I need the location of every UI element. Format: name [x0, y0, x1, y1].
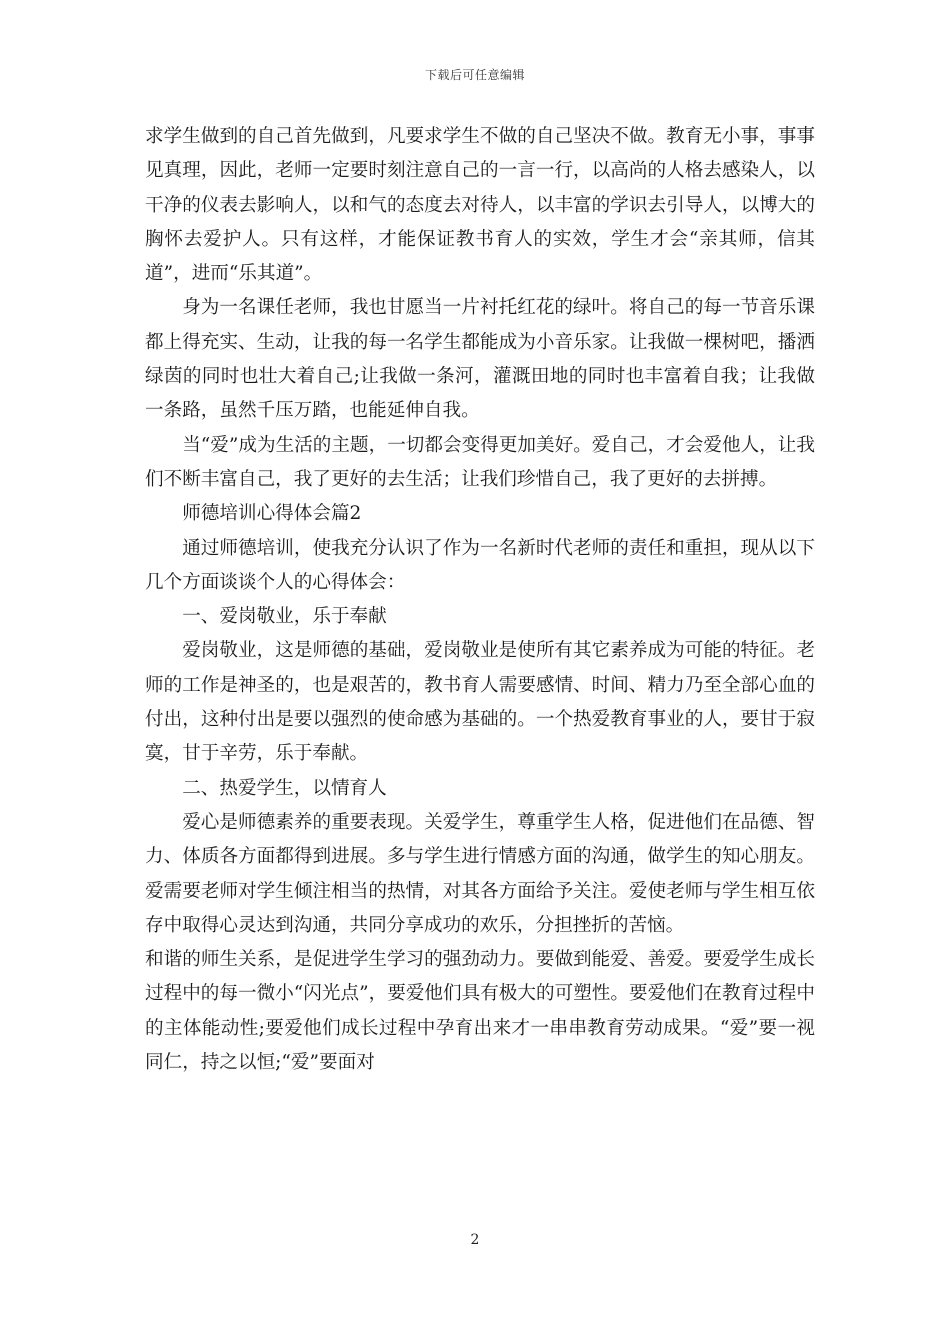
paragraph: 求学生做到的自己首先做到，凡要求学生不做的自己坚决不做。教育无小事，事事见真理，因此，老师一定要时刻注意自己的一言一行，以高尚的人格去感染人，以干净的仪表去影响人，以和气的态度去对待人，以丰富的学识去引导人，以博大的胸怀去爱护人。只有这样，才能保证教书育人的实效，学生才会“亲其师，信其道”，进而“乐其道”。 [145, 126, 815, 285]
section-title: 师德培训心得体会篇2 [182, 503, 362, 525]
paragraph: 爱岗敬业，这是师德的基础，爱岗敬业是使所有其它素养成为可能的特征。老师的工作是神圣的，也是艰苦的，教书育人需要感情、时间、精力乃至全部心血的付出，这种付出是要以强烈的使命感为基础的。一个热爱教育事业的人，要甘于寂寞，甘于辛劳，乐于奉献。 [145, 640, 815, 765]
paragraph: 爱心是师德素养的重要表现。关爱学生，尊重学生人格，促进他们在品德、智力、体质各方面都得到进展。多与学生进行情感方面的沟通，做学生的知心朋友。爱需要老师对学生倾注相当的热情，对其各方面给予关注。爱使老师与学生相互依存中取得心灵达到沟通，共同分享成功的欢乐，分担挫折的苦恼。 [145, 811, 815, 936]
page-number: 2 [470, 1232, 480, 1248]
subsection-heading: 一、爱岗敬业，乐于奉献 [182, 606, 387, 628]
document-body [145, 120, 815, 1080]
paragraph: 身为一名课任老师，我也甘愿当一片衬托红花的绿叶。将自己的每一节音乐课都上得充实、生动，让我的每一名学生都能成为小音乐家。让我做一棵树吧，播洒绿茵的同时也壮大着自己;让我做一条河，灌溉田地的同时也丰富着自我；让我做一条路，虽然千压万踏，也能延伸自我。 [145, 297, 815, 422]
page-header: 下载后可任意编辑 [424, 68, 525, 82]
paragraph: 当“爱”成为生活的主题，一切都会变得更加美好。爱自己，才会爱他人，让我们不断丰富自己，我了更好的去生活；让我们珍惜自己，我了更好的去拼搏。 [145, 434, 815, 490]
subsection-heading: 二、热爱学生，以情育人 [182, 777, 387, 799]
paragraph: 通过师德培训，使我充分认识了作为一名新时代老师的责任和重担，现从以下几个方面谈谈个人的心得体会： [145, 537, 815, 593]
paragraph: 和谐的师生关系，是促进学生学习的强劲动力。要做到能爱、善爱。要爱学生成长过程中的每一微小“闪光点”，要爱他们具有极大的可塑性。要爱他们在教育过程中的主体能动性;要爱他们成长过程中孕育出来才一串串教育劳动成果。“爱”要一视同仁，持之以恒;“爱”要面对 [145, 949, 815, 1074]
